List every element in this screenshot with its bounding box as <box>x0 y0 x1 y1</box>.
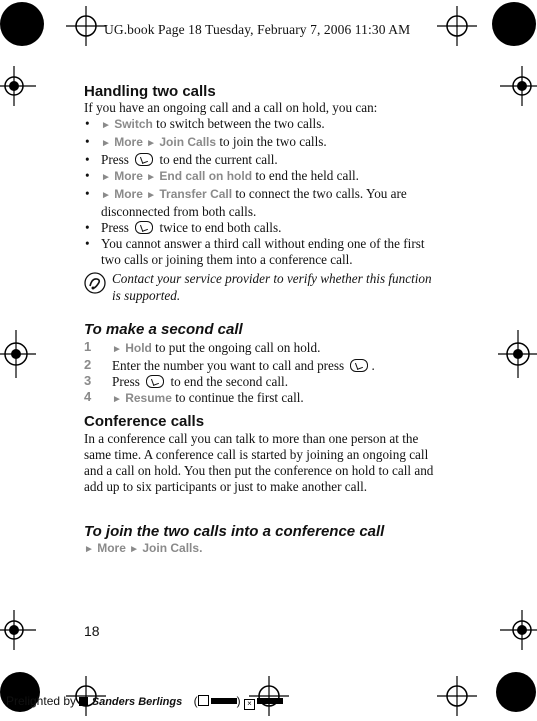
list-item-text: to join the two calls. <box>216 134 327 149</box>
footer-credit <box>6 694 283 710</box>
note-icon <box>84 272 106 294</box>
arrow-icon: ► <box>101 120 111 131</box>
crosshair-mark-top-right <box>437 6 477 46</box>
running-head: UG.book Page 18 Tuesday, February 7, 2006 11:30 AM <box>104 22 411 37</box>
call-key-icon <box>350 359 368 372</box>
menu-command: Hold <box>125 341 152 355</box>
menu-command: Resume <box>125 391 172 405</box>
footer-mark-icon <box>257 698 283 704</box>
list-item <box>84 116 444 134</box>
registration-mark-top-right <box>490 0 537 50</box>
registration-mark-top-left <box>0 0 60 60</box>
list-item <box>84 220 444 236</box>
list-item-text: to switch between the two calls. <box>152 116 325 131</box>
step-text: to continue the first call. <box>171 390 304 405</box>
list-item-text: to connect the two calls. You are disconnected from both calls. <box>101 186 407 219</box>
arrow-icon: ► <box>84 544 94 555</box>
arrow-icon: ► <box>112 344 122 355</box>
step-number: 3 <box>84 373 92 388</box>
list-item-text: to end the current call. <box>156 152 278 167</box>
step-text: to end the second call. <box>167 374 288 389</box>
second-call-steps <box>84 340 444 408</box>
conference-text: In a conference call you can talk to more than one person at the same time. A conference call is started by joining an ongoing call and a call on hold. You then put the conference on hold to call and add up to six participants or just to make another call. <box>84 431 434 494</box>
section-title-handling: Handling two calls <box>84 83 216 100</box>
step-text: Enter the number you want to call and press <box>112 358 348 373</box>
section-title-conference: Conference calls <box>84 413 205 430</box>
crosshair-mark-left-middle <box>0 330 36 378</box>
list-item <box>84 358 444 374</box>
step-number: 1 <box>84 339 92 354</box>
crosshair-mark-bottom-right <box>437 676 477 716</box>
crosshair-mark-right-upper <box>500 66 537 106</box>
arrow-icon: ► <box>129 544 140 555</box>
join-end: . <box>199 541 203 555</box>
list-item <box>84 168 444 186</box>
list-item <box>84 134 444 152</box>
arrow-icon: ► <box>146 138 157 149</box>
crosshair-mark-left-upper <box>0 66 36 106</box>
arrow-icon: ► <box>146 172 157 183</box>
crosshair-mark-right-lower <box>500 610 537 650</box>
handling-intro: If you have an ongoing call and a call on hold, you can: <box>84 100 378 115</box>
arrow-icon: ► <box>112 394 122 405</box>
footer-brand: Sanders Berlings <box>91 696 183 708</box>
menu-command: Join Calls <box>142 541 200 555</box>
section-title-join: To join the two calls into a conference call <box>84 523 385 540</box>
footer-prefix: Prelighted by <box>6 694 77 708</box>
footer-paren: ) <box>236 694 241 708</box>
arrow-icon: ► <box>101 138 111 149</box>
arrow-icon: ► <box>101 190 111 201</box>
end-call-key-icon <box>135 221 153 234</box>
menu-command: More <box>114 187 143 201</box>
step-number: 4 <box>84 389 92 404</box>
step-text: to put the ongoing call on hold. <box>151 340 321 355</box>
end-call-key-icon <box>146 375 164 388</box>
list-item-text: to end the held call. <box>252 168 359 183</box>
join-instruction <box>84 540 444 558</box>
arrow-icon: ► <box>146 190 157 201</box>
brand-logo-icon <box>79 697 88 706</box>
crosshair-mark-right-middle <box>498 330 537 378</box>
list-item <box>84 152 444 168</box>
menu-command: More <box>114 135 143 149</box>
list-item <box>84 390 444 408</box>
step-text: . <box>371 358 375 373</box>
menu-command: Transfer Call <box>159 187 233 201</box>
note-text: Contact your service provider to verify whether this function is supported. <box>112 271 432 303</box>
list-item <box>84 236 444 268</box>
menu-command: More <box>114 169 143 183</box>
arrow-icon: ► <box>101 172 111 183</box>
menu-command: Switch <box>114 117 153 131</box>
crosshair-mark-left-lower <box>0 610 36 650</box>
checkbox-icon <box>198 695 209 706</box>
list-item-text: Press <box>101 152 133 167</box>
page-number: 18 <box>84 623 100 639</box>
checkbox-checked-icon: × <box>244 699 255 710</box>
list-item <box>84 340 444 358</box>
menu-command: Join Calls <box>159 135 217 149</box>
section-title-second-call: To make a second call <box>84 321 243 338</box>
list-item <box>84 374 444 390</box>
list-item-text: You cannot answer a third call without ending one of the first two calls or joining them into a conference call. <box>101 236 425 267</box>
footer-paren: ( <box>193 694 198 708</box>
step-number: 2 <box>84 357 92 372</box>
handling-list <box>84 116 444 268</box>
end-call-key-icon <box>135 153 153 166</box>
menu-command: More <box>97 541 126 555</box>
footer-mark-icon <box>211 698 237 704</box>
list-item <box>84 186 444 220</box>
menu-command: End call on hold <box>159 169 253 183</box>
list-item-text: Press <box>101 220 133 235</box>
list-item-text: twice to end both calls. <box>156 220 282 235</box>
crosshair-mark-top-left <box>66 6 106 46</box>
registration-mark-bottom-right <box>490 668 537 721</box>
step-text: Press <box>112 374 144 389</box>
